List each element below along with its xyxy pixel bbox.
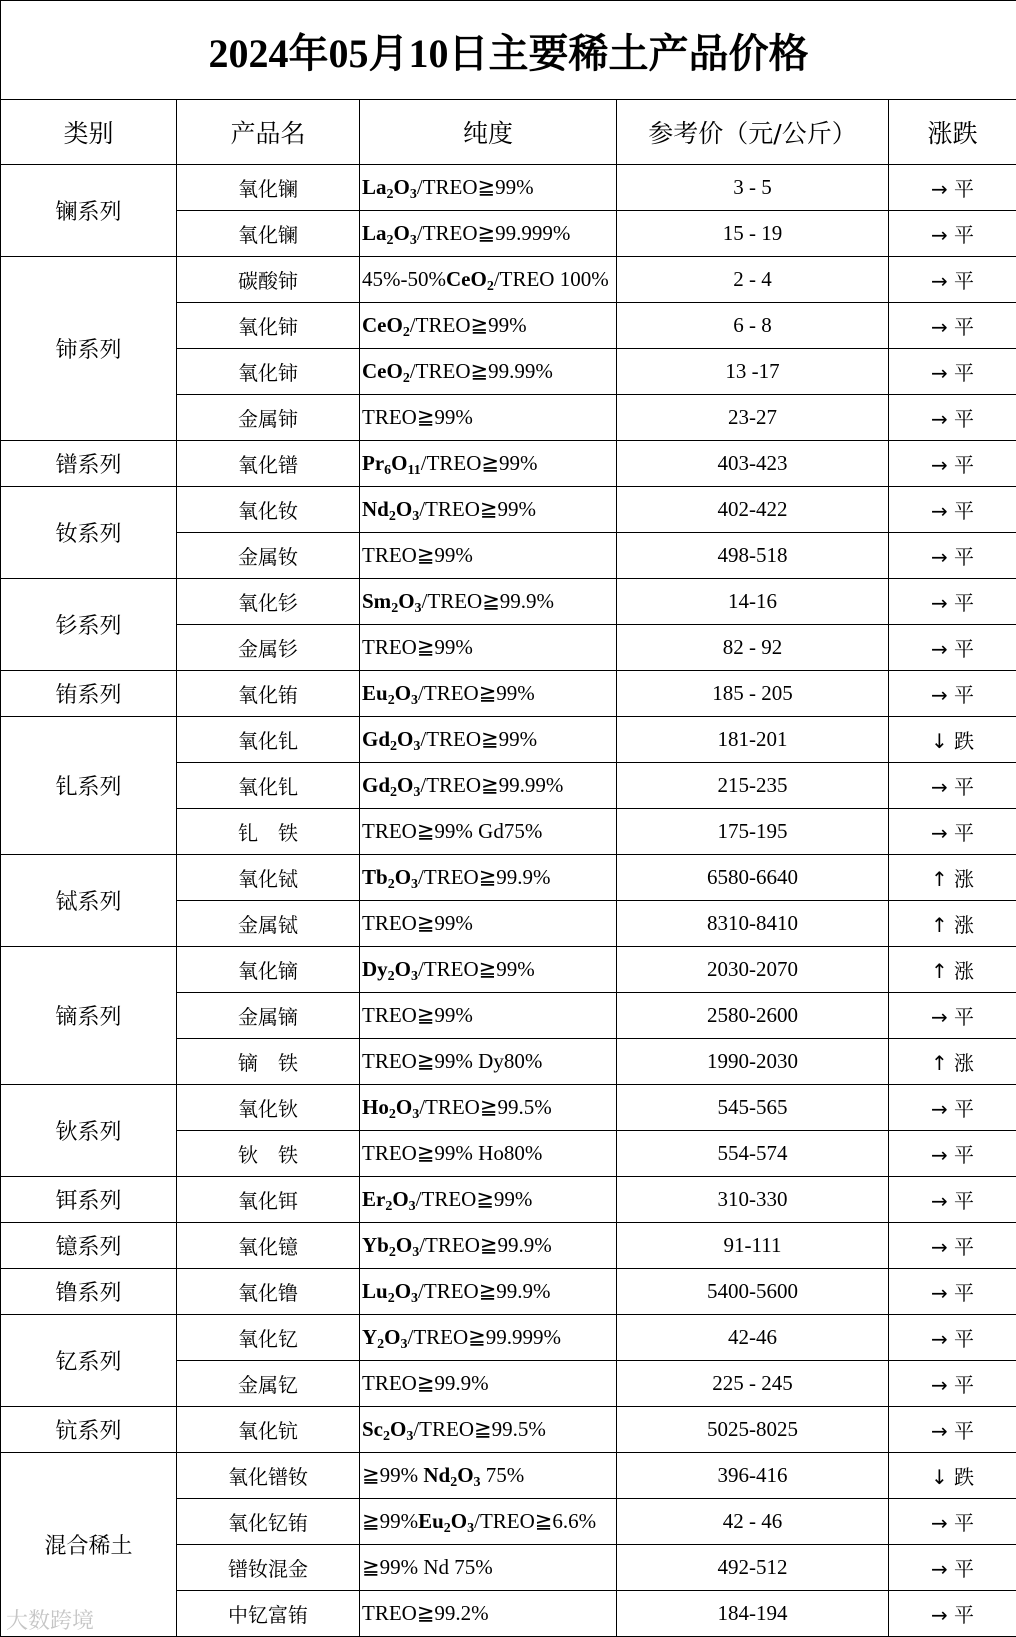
purity-cell xyxy=(360,487,617,533)
purity-subscript: 2 xyxy=(386,233,394,248)
price-cell: 3 - 5 xyxy=(617,165,889,211)
product-name-cell: 中钇富铕 xyxy=(177,1591,360,1637)
purity-subscript: 3 xyxy=(412,509,420,524)
purity-formula: O xyxy=(397,727,414,751)
change-cell: → 平 xyxy=(889,993,1016,1039)
purity-subscript: 2 xyxy=(387,693,395,708)
purity-cell xyxy=(360,579,617,625)
purity-text: ≧99% xyxy=(362,1463,424,1487)
product-name-cell: 氧化钐 xyxy=(177,579,360,625)
price-cell: 23-27 xyxy=(617,395,889,441)
purity-formula: Dy xyxy=(362,957,388,981)
category-cell: 钬系列 xyxy=(1,1085,177,1177)
product-name-cell: 镝 铁 xyxy=(177,1039,360,1085)
product-name-cell: 金属钕 xyxy=(177,533,360,579)
purity-formula: O xyxy=(394,1279,412,1303)
table-row xyxy=(1,441,1016,487)
purity-cell xyxy=(360,1453,617,1499)
purity-text: /TREO≧99.5% xyxy=(413,1417,546,1441)
change-cell: → 平 xyxy=(889,257,1016,303)
purity-formula: La xyxy=(362,175,387,199)
purity-formula: O xyxy=(384,1325,401,1349)
product-name-cell: 金属钐 xyxy=(177,625,360,671)
purity-subscript: 3 xyxy=(411,877,419,892)
change-cell: → 平 xyxy=(889,349,1016,395)
purity-text: 75% xyxy=(480,1463,525,1487)
change-cell: → 平 xyxy=(889,1223,1016,1269)
product-name-cell: 氧化镨 xyxy=(177,441,360,487)
price-cell: 225 - 245 xyxy=(617,1361,889,1407)
purity-subscript: 2 xyxy=(390,739,398,754)
purity-cell xyxy=(360,303,617,349)
purity-formula: O xyxy=(395,1095,413,1119)
purity-text: TREO≧99.2% xyxy=(362,1601,489,1625)
category-cell: 铒系列 xyxy=(1,1177,177,1223)
product-name-cell: 碳酸铈 xyxy=(177,257,360,303)
purity-text: /TREO≧6.6% xyxy=(474,1509,597,1533)
price-cell: 492-512 xyxy=(617,1545,889,1591)
change-cell: → 平 xyxy=(889,303,1016,349)
purity-cell xyxy=(360,1315,617,1361)
purity-subscript: 3 xyxy=(413,785,421,800)
change-cell: ↑ 涨 xyxy=(889,1039,1016,1085)
purity-text: /TREO≧99% xyxy=(415,1187,533,1211)
purity-formula: Tb xyxy=(362,865,388,889)
change-cell: → 平 xyxy=(889,1407,1016,1453)
price-cell: 13 -17 xyxy=(617,349,889,395)
table-row xyxy=(1,1315,1016,1361)
change-cell: → 平 xyxy=(889,1315,1016,1361)
purity-subscript: 2 xyxy=(450,1475,458,1490)
purity-formula: CeO xyxy=(362,359,403,383)
header-row xyxy=(1,100,1016,165)
category-cell: 铈系列 xyxy=(1,257,177,441)
product-name-cell: 氧化钇铕 xyxy=(177,1499,360,1545)
purity-formula: O xyxy=(390,1417,407,1441)
price-cell: 6580-6640 xyxy=(617,855,889,901)
purity-subscript: 2 xyxy=(443,1521,451,1536)
table-row xyxy=(1,165,1016,211)
purity-subscript: 3 xyxy=(412,1107,420,1122)
purity-formula: O xyxy=(393,221,410,245)
purity-text: /TREO≧99.9% xyxy=(418,1279,551,1303)
product-name-cell: 氧化钬 xyxy=(177,1085,360,1131)
change-cell: → 平 xyxy=(889,211,1016,257)
product-name-cell: 氧化镱 xyxy=(177,1223,360,1269)
product-name-cell: 金属铽 xyxy=(177,901,360,947)
purity-subscript: 3 xyxy=(411,969,419,984)
purity-formula: CeO xyxy=(362,313,403,337)
purity-formula: O xyxy=(394,865,412,889)
purity-subscript: 2 xyxy=(390,785,398,800)
purity-subscript: 2 xyxy=(385,1199,393,1214)
purity-subscript: 3 xyxy=(473,1475,481,1490)
purity-formula: O xyxy=(457,1463,474,1487)
purity-cell xyxy=(360,441,617,487)
category-cell: 铕系列 xyxy=(1,671,177,717)
table-row xyxy=(1,487,1016,533)
change-cell: → 平 xyxy=(889,579,1016,625)
header-price: 参考价（元/公斤） xyxy=(617,100,889,165)
purity-text: /TREO≧99% xyxy=(419,497,536,521)
purity-cell xyxy=(360,1499,617,1545)
price-cell: 396-416 xyxy=(617,1453,889,1499)
purity-text: TREO≧99% xyxy=(362,635,473,659)
price-cell: 185 - 205 xyxy=(617,671,889,717)
purity-text: /TREO 100% xyxy=(493,267,609,291)
price-cell: 15 - 19 xyxy=(617,211,889,257)
purity-cell xyxy=(360,1085,617,1131)
purity-text: TREO≧99% xyxy=(362,911,473,935)
purity-cell xyxy=(360,211,617,257)
purity-formula: O xyxy=(394,957,412,981)
page-title: 2024年05月10日主要稀土产品价格 xyxy=(1,1,1016,100)
category-cell: 镧系列 xyxy=(1,165,177,257)
change-cell: ↓ 跌 xyxy=(889,717,1016,763)
purity-subscript: 2 xyxy=(402,325,410,340)
change-cell: ↑ 涨 xyxy=(889,901,1016,947)
purity-subscript: 2 xyxy=(377,1337,385,1352)
table-row xyxy=(1,1085,1016,1131)
purity-text: TREO≧99% xyxy=(362,1003,473,1027)
title-row xyxy=(1,1,1016,100)
product-name-cell: 氧化钪 xyxy=(177,1407,360,1453)
change-cell: → 平 xyxy=(889,1131,1016,1177)
purity-subscript: 3 xyxy=(411,693,419,708)
purity-subscript: 6 xyxy=(384,463,392,478)
purity-cell xyxy=(360,1039,617,1085)
table-row xyxy=(1,1223,1016,1269)
purity-cell xyxy=(360,165,617,211)
purity-subscript: 3 xyxy=(406,1429,414,1444)
change-cell: → 平 xyxy=(889,671,1016,717)
purity-cell xyxy=(360,671,617,717)
purity-subscript: 3 xyxy=(400,1337,408,1352)
purity-cell xyxy=(360,257,617,303)
purity-formula: Ho xyxy=(362,1095,389,1119)
purity-cell xyxy=(360,717,617,763)
price-cell: 498-518 xyxy=(617,533,889,579)
category-cell: 镨系列 xyxy=(1,441,177,487)
price-cell: 175-195 xyxy=(617,809,889,855)
watermark-logo: 大数跨境 xyxy=(6,1609,95,1634)
purity-text: /TREO≧99.9% xyxy=(421,589,555,613)
purity-cell xyxy=(360,1223,617,1269)
purity-cell xyxy=(360,1591,617,1637)
product-name-cell: 金属钇 xyxy=(177,1361,360,1407)
purity-cell xyxy=(360,533,617,579)
purity-text: TREO≧99% xyxy=(362,543,473,567)
purity-subscript: 3 xyxy=(408,1199,416,1214)
change-cell: → 平 xyxy=(889,1361,1016,1407)
purity-subscript: 2 xyxy=(388,1107,396,1122)
purity-text: TREO≧99% Gd75% xyxy=(362,819,543,843)
change-cell: → 平 xyxy=(889,487,1016,533)
purity-subscript: 3 xyxy=(413,739,421,754)
purity-text: /TREO≧99% xyxy=(420,451,538,475)
change-cell: → 平 xyxy=(889,1545,1016,1591)
product-name-cell: 氧化镥 xyxy=(177,1269,360,1315)
price-cell: 14-16 xyxy=(617,579,889,625)
purity-text: /TREO≧99.999% xyxy=(407,1325,562,1349)
header-category: 类别 xyxy=(1,100,177,165)
category-cell: 镥系列 xyxy=(1,1269,177,1315)
purity-formula: Pr xyxy=(362,451,385,475)
price-cell: 8310-8410 xyxy=(617,901,889,947)
price-cell: 42 - 46 xyxy=(617,1499,889,1545)
table-row xyxy=(1,579,1016,625)
purity-cell xyxy=(360,763,617,809)
purity-text: /TREO≧99% xyxy=(409,313,527,337)
purity-text: TREO≧99.9% xyxy=(362,1371,489,1395)
table-row xyxy=(1,855,1016,901)
price-cell: 2580-2600 xyxy=(617,993,889,1039)
purity-formula: O xyxy=(397,773,414,797)
price-cell: 5400-5600 xyxy=(617,1269,889,1315)
purity-subscript: 2 xyxy=(386,187,394,202)
price-cell: 403-423 xyxy=(617,441,889,487)
table-row xyxy=(1,1269,1016,1315)
purity-cell xyxy=(360,395,617,441)
purity-formula: Nd xyxy=(362,497,389,521)
product-name-cell: 氧化钇 xyxy=(177,1315,360,1361)
price-cell: 215-235 xyxy=(617,763,889,809)
purity-subscript: 3 xyxy=(409,233,417,248)
change-cell: → 平 xyxy=(889,1085,1016,1131)
purity-cell xyxy=(360,809,617,855)
purity-formula: O xyxy=(398,589,415,613)
change-cell: → 平 xyxy=(889,441,1016,487)
purity-subscript: 2 xyxy=(391,601,399,616)
purity-formula: Er xyxy=(362,1187,386,1211)
category-cell: 钪系列 xyxy=(1,1407,177,1453)
purity-subscript: 2 xyxy=(387,1291,395,1306)
purity-text: ≧99% Nd 75% xyxy=(362,1555,493,1579)
product-name-cell: 氧化镨钕 xyxy=(177,1453,360,1499)
purity-cell xyxy=(360,1131,617,1177)
purity-cell xyxy=(360,993,617,1039)
table-row xyxy=(1,671,1016,717)
price-cell: 184-194 xyxy=(617,1591,889,1637)
purity-formula: La xyxy=(362,221,387,245)
product-name-cell: 氧化铕 xyxy=(177,671,360,717)
purity-subscript: 2 xyxy=(388,1245,396,1260)
price-cell: 2 - 4 xyxy=(617,257,889,303)
purity-cell xyxy=(360,625,617,671)
table-row xyxy=(1,1177,1016,1223)
change-cell: → 平 xyxy=(889,809,1016,855)
product-name-cell: 钬 铁 xyxy=(177,1131,360,1177)
price-cell: 82 - 92 xyxy=(617,625,889,671)
purity-formula: O xyxy=(392,1187,409,1211)
purity-formula: O xyxy=(393,175,410,199)
change-cell: → 平 xyxy=(889,533,1016,579)
purity-text: TREO≧99% Dy80% xyxy=(362,1049,543,1073)
purity-subscript: 3 xyxy=(411,1291,419,1306)
purity-formula: Eu xyxy=(362,681,388,705)
purity-text: TREO≧99% xyxy=(362,405,473,429)
table-row xyxy=(1,1453,1016,1499)
product-name-cell: 氧化镧 xyxy=(177,165,360,211)
category-cell: 镝系列 xyxy=(1,947,177,1085)
purity-subscript: 3 xyxy=(409,187,417,202)
product-name-cell: 氧化铈 xyxy=(177,349,360,395)
purity-formula: O xyxy=(391,451,408,475)
purity-text: 45%-50% xyxy=(362,267,446,291)
product-name-cell: 氧化钆 xyxy=(177,717,360,763)
purity-text: /TREO≧99.9% xyxy=(419,1233,552,1257)
purity-text: TREO≧99% Ho80% xyxy=(362,1141,543,1165)
table-row xyxy=(1,1407,1016,1453)
change-cell: ↓ 跌 xyxy=(889,1453,1016,1499)
purity-cell xyxy=(360,901,617,947)
purity-formula: O xyxy=(395,497,413,521)
product-name-cell: 金属镝 xyxy=(177,993,360,1039)
purity-text: /TREO≧99% xyxy=(418,681,535,705)
purity-formula: Gd xyxy=(362,773,391,797)
product-name-cell: 钆 铁 xyxy=(177,809,360,855)
purity-cell xyxy=(360,947,617,993)
purity-text: /TREO≧99.9% xyxy=(418,865,551,889)
purity-text: /TREO≧99% xyxy=(416,175,534,199)
price-cell: 402-422 xyxy=(617,487,889,533)
purity-text: /TREO≧99% xyxy=(418,957,535,981)
purity-subscript: 11 xyxy=(407,463,421,478)
purity-text: /TREO≧99.999% xyxy=(416,221,571,245)
header-product: 产品名 xyxy=(177,100,360,165)
purity-formula: O xyxy=(395,1233,413,1257)
product-name-cell: 氧化镧 xyxy=(177,211,360,257)
price-cell: 2030-2070 xyxy=(617,947,889,993)
category-cell: 铽系列 xyxy=(1,855,177,947)
price-cell: 1990-2030 xyxy=(617,1039,889,1085)
category-cell: 钇系列 xyxy=(1,1315,177,1407)
category-cell: 混合稀土 xyxy=(1,1453,177,1637)
purity-cell xyxy=(360,855,617,901)
price-cell: 5025-8025 xyxy=(617,1407,889,1453)
category-cell: 钆系列 xyxy=(1,717,177,855)
purity-subscript: 2 xyxy=(486,279,494,294)
product-name-cell: 氧化镝 xyxy=(177,947,360,993)
purity-formula: Eu xyxy=(418,1509,444,1533)
purity-cell xyxy=(360,1407,617,1453)
table-row xyxy=(1,717,1016,763)
price-cell: 181-201 xyxy=(617,717,889,763)
purity-formula: Sc xyxy=(362,1417,383,1441)
price-cell: 6 - 8 xyxy=(617,303,889,349)
change-cell: ↑ 涨 xyxy=(889,947,1016,993)
purity-subscript: 3 xyxy=(414,601,422,616)
header-purity: 纯度 xyxy=(360,100,617,165)
purity-formula: Y xyxy=(362,1325,378,1349)
price-cell: 545-565 xyxy=(617,1085,889,1131)
change-cell: → 平 xyxy=(889,1269,1016,1315)
category-cell: 钕系列 xyxy=(1,487,177,579)
purity-formula: Yb xyxy=(362,1233,389,1257)
purity-text: /TREO≧99.99% xyxy=(420,773,564,797)
purity-formula: Sm xyxy=(362,589,392,613)
purity-formula: Gd xyxy=(362,727,391,751)
purity-subscript: 2 xyxy=(388,509,396,524)
product-name-cell: 氧化钕 xyxy=(177,487,360,533)
product-name-cell: 镨钕混金 xyxy=(177,1545,360,1591)
purity-text: ≧99% xyxy=(362,1509,419,1533)
product-name-cell: 氧化铈 xyxy=(177,303,360,349)
table-row xyxy=(1,257,1016,303)
change-cell: → 平 xyxy=(889,165,1016,211)
purity-subscript: 3 xyxy=(412,1245,420,1260)
purity-subscript: 3 xyxy=(467,1521,475,1536)
purity-cell xyxy=(360,1361,617,1407)
price-cell: 554-574 xyxy=(617,1131,889,1177)
purity-formula: O xyxy=(394,681,412,705)
purity-subscript: 2 xyxy=(383,1429,390,1444)
change-cell: → 平 xyxy=(889,1177,1016,1223)
price-cell: 42-46 xyxy=(617,1315,889,1361)
change-cell: → 平 xyxy=(889,625,1016,671)
product-name-cell: 氧化钆 xyxy=(177,763,360,809)
table-row xyxy=(1,947,1016,993)
change-cell: → 平 xyxy=(889,1591,1016,1637)
price-cell: 91-111 xyxy=(617,1223,889,1269)
purity-subscript: 2 xyxy=(387,877,395,892)
product-name-cell: 氧化铒 xyxy=(177,1177,360,1223)
change-cell: → 平 xyxy=(889,763,1016,809)
purity-text: /TREO≧99.5% xyxy=(419,1095,552,1119)
purity-formula: O xyxy=(450,1509,468,1533)
purity-cell xyxy=(360,349,617,395)
change-cell: ↑ 涨 xyxy=(889,855,1016,901)
change-cell: → 平 xyxy=(889,395,1016,441)
purity-subscript: 2 xyxy=(387,969,395,984)
purity-formula: Lu xyxy=(362,1279,388,1303)
category-cell: 镱系列 xyxy=(1,1223,177,1269)
product-name-cell: 氧化铽 xyxy=(177,855,360,901)
purity-formula: CeO xyxy=(445,267,487,291)
purity-text: /TREO≧99.99% xyxy=(409,359,553,383)
price-cell: 310-330 xyxy=(617,1177,889,1223)
purity-cell xyxy=(360,1269,617,1315)
change-cell: → 平 xyxy=(889,1499,1016,1545)
category-cell: 钐系列 xyxy=(1,579,177,671)
product-name-cell: 金属铈 xyxy=(177,395,360,441)
purity-formula: Nd xyxy=(423,1463,451,1487)
purity-text: /TREO≧99% xyxy=(420,727,538,751)
purity-subscript: 2 xyxy=(402,371,410,386)
table-body xyxy=(1,165,1016,1637)
purity-cell xyxy=(360,1545,617,1591)
header-change: 涨跌 xyxy=(889,100,1016,165)
purity-cell xyxy=(360,1177,617,1223)
